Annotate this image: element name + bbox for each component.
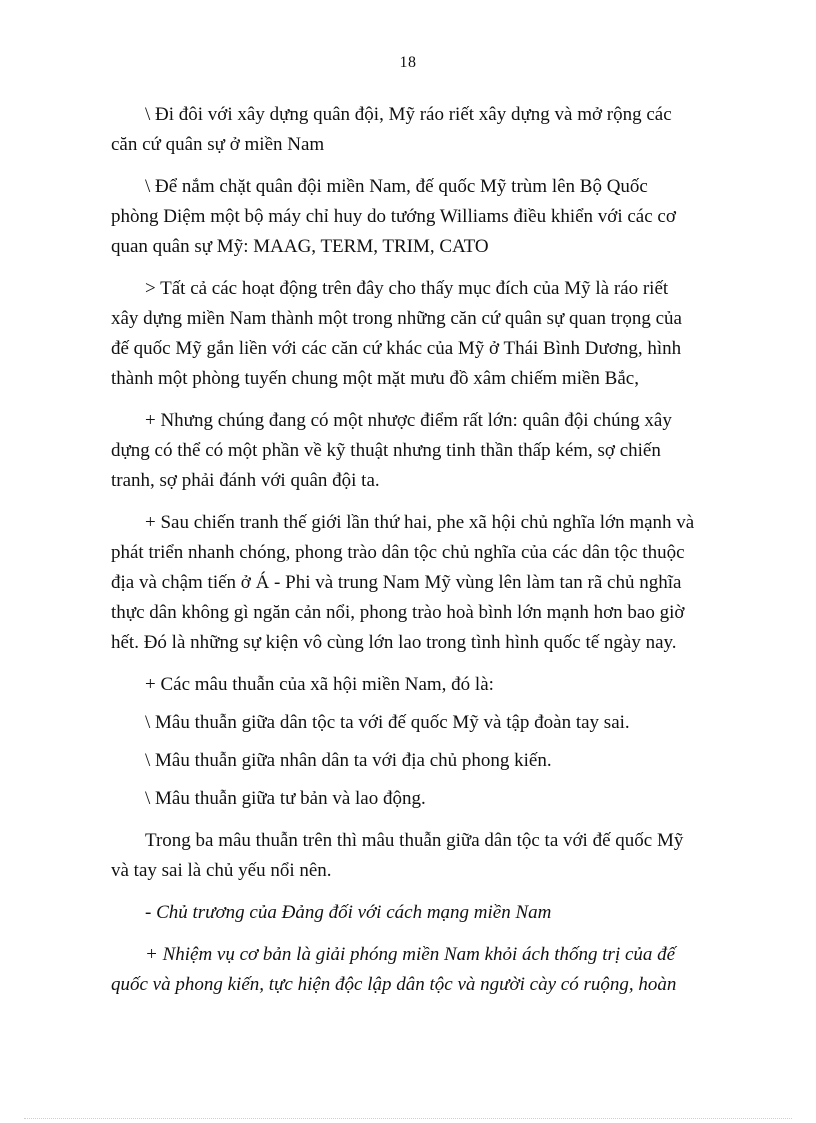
paragraph-party-policy-heading: - Chủ trương của Đảng đối với cách mạng miền Nam <box>145 902 552 923</box>
paragraph-main-contradiction: Trong ba mâu thuẫn trên thì mâu thuẫn giữa dân tộc ta với đế quốc Mỹ và tay sai là chủ yếu nổi nên. <box>111 830 684 881</box>
paragraph-world-situation: + Sau chiến tranh thế giới lần thứ hai, phe xã hội chủ nghĩa lớn mạnh và phát triển nhanh chóng, phong trào dân tộc chủ nghĩa của các dân tộc thuộc địa và chậm tiến ở Á - Phi và trung Nam Mỹ vùng lên làm tan rã chủ nghĩa thực dân không gì ngăn cản nổi, phong trào hoà bình lớn mạnh hơn bao giờ hết. Đó là những sự kiện vô cùng lớn lao trong tình hình quốc tế ngày nay. <box>111 512 695 653</box>
paragraph-basic-task: + Nhiệm vụ cơ bản là giải phóng miền Nam khỏi ách thống trị của đế quốc và phong kiến, tực hiện độc lập dân tộc và người cày có ruộng, hoàn <box>111 944 677 995</box>
paragraph-purpose: > Tất cả các hoạt động trên đây cho thấy mục đích của Mỹ là ráo riết xây dựng miền Nam thành một trong những căn cứ quân sự quan trọng của đế quốc Mỹ gắn liền với các căn cứ khác của Mỹ ở Thái Bình Dương, hình thành một phòng tuyến chung một mặt mưu đồ xâm chiếm miền Bắc, <box>111 278 682 389</box>
paragraph-contradiction-2: \ Mâu thuẫn giữa nhân dân ta với địa chủ phong kiến. <box>145 750 552 771</box>
paragraph-weakness: + Nhưng chúng đang có một nhược điểm rất lớn: quân đội chúng xây dựng có thể có một phần về kỹ thuật nhưng tinh thần thấp kém, sợ chiến tranh, sợ phải đánh với quân đội ta. <box>111 410 672 491</box>
page-bottom-divider <box>24 1118 792 1119</box>
page-number: 18 <box>399 54 417 71</box>
paragraph-contradictions-intro: + Các mâu thuẫn của xã hội miền Nam, đó là: <box>145 674 494 695</box>
document-body <box>111 100 696 1012</box>
paragraph-contradiction-3: \ Mâu thuẫn giữa tư bản và lao động. <box>145 788 426 809</box>
paragraph-military-bases: \ Đi đôi với xây dựng quân đội, Mỹ ráo riết xây dựng và mở rộng các căn cứ quân sự ở miền Nam <box>111 104 672 155</box>
paragraph-contradiction-1: \ Mâu thuẫn giữa dân tộc ta với đế quốc Mỹ và tập đoàn tay sai. <box>145 712 630 733</box>
paragraph-command-apparatus: \ Để nắm chặt quân đội miền Nam, đế quốc Mỹ trùm lên Bộ Quốc phòng Diệm một bộ máy chỉ huy do tướng Williams điều khiển với các cơ quan quân sự Mỹ: MAAG, TERM, TRIM, CATO <box>111 176 676 257</box>
